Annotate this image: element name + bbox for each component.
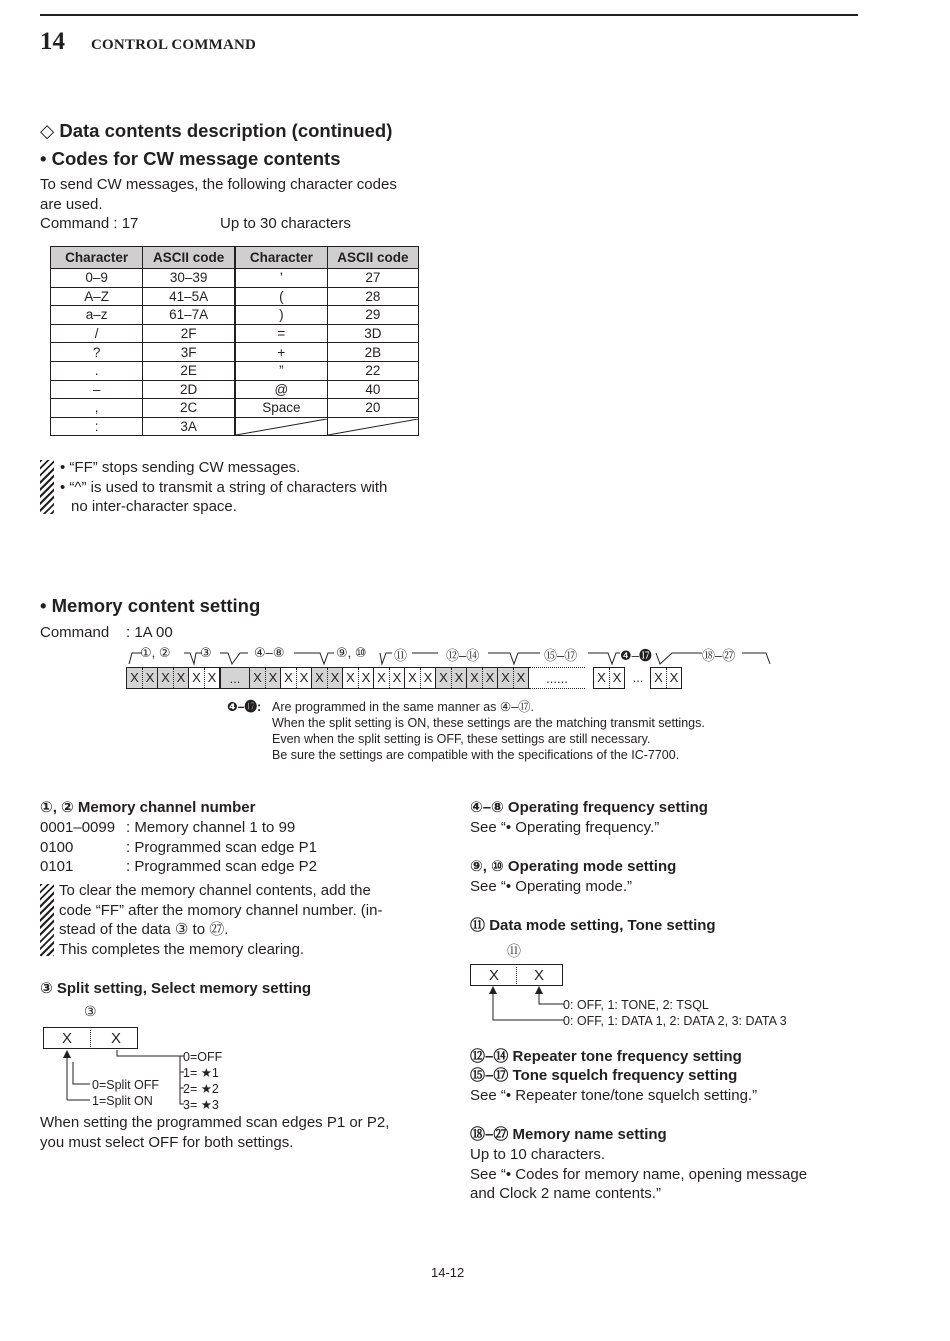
bracket-label: ⑮–⑰ — [544, 648, 578, 663]
byte-cell — [593, 667, 625, 689]
bracket-label: ④–⑧ — [254, 645, 285, 660]
bracket-label: ③ — [200, 645, 212, 660]
note-hatch-icon — [40, 884, 54, 956]
nibble-cell: X — [654, 670, 663, 685]
nibble-cell: X — [470, 670, 479, 685]
table-row — [51, 361, 419, 380]
table-cell: 3F — [143, 343, 235, 362]
cw-code-table — [50, 246, 419, 436]
nibble-cell: X — [204, 668, 219, 688]
header-rule — [40, 14, 858, 16]
bracket-label: ⑨, ⑩ — [336, 645, 367, 660]
byte-cell — [497, 667, 529, 689]
byte-cell — [157, 667, 189, 689]
byte-cell — [435, 667, 467, 689]
memory-footnote: Are programmed in the same manner as ④–⑰. When the split setting is ON, these settings are the matching transmit settings. Even when the split setting is OFF, these settings are still necessary. Be sure the settings are compatible with the specifications of the IC-7700. — [272, 700, 705, 762]
data-mode-cell-left: X — [489, 967, 500, 984]
nibble-cell: X — [192, 670, 201, 685]
table-row — [51, 306, 419, 325]
byte-cell — [249, 667, 281, 689]
split-cell-left: X — [62, 1030, 73, 1047]
col-header: ASCII code — [143, 247, 235, 269]
op-freq-text: See “• Operating frequency.” — [470, 819, 660, 836]
table-cell: 29 — [327, 306, 418, 325]
nibble-cell: X — [265, 668, 280, 688]
cw-intro: To send CW messages, the following character codes are used. — [40, 176, 397, 213]
mem-channel-list: 0001–0099 : Memory channel 1 to 99 0100 : Programmed scan edge P1 0101 : Programmed scan edge P2 — [40, 819, 317, 875]
split-cell-right: X — [111, 1030, 122, 1047]
table-cell: A–Z — [51, 287, 143, 306]
repeater-text: See “• Repeater tone/tone squelch setting.” — [470, 1087, 758, 1104]
mem-channel-note: To clear the memory channel contents, add the code “FF” after the momory channel number. (in- stead of the data ③ to ㉗. This completes the memory clearing. — [59, 882, 383, 958]
table-cell: 2E — [143, 361, 235, 380]
split-right-options: 0=OFF 1= ★1 2= ★2 3= ★3 — [183, 1050, 223, 1112]
nibble-cell: X — [173, 668, 188, 688]
table-cell: 2C — [143, 399, 235, 418]
op-mode-text: See “• Operating mode.” — [470, 878, 632, 895]
section-heading: ◇ Data contents description (continued) — [40, 120, 393, 141]
table-cell: 3A — [143, 417, 235, 436]
bracket-label: ①, ② — [140, 645, 171, 660]
cw-command-note: Up to 30 characters — [220, 215, 351, 232]
nibble-cell: X — [501, 670, 510, 685]
byte-cell — [650, 667, 682, 689]
nibble-cell: X — [296, 668, 311, 688]
nibble-cell: X — [420, 668, 435, 688]
table-cell: 2D — [143, 380, 235, 399]
byte-cell — [404, 667, 436, 689]
nibble-cell: X — [377, 670, 386, 685]
data-mode-line-bottom: 0: OFF, 1: DATA 1, 2: DATA 2, 3: DATA 3 — [563, 1014, 787, 1028]
split-left-options: 0=Split OFF 1=Split ON — [92, 1078, 160, 1108]
table-row — [51, 324, 419, 343]
table-cell: – — [51, 380, 143, 399]
empty-cell — [327, 417, 418, 436]
table-row — [51, 399, 419, 418]
chapter-title: CONTROL COMMAND — [91, 37, 257, 53]
table-header-row — [51, 247, 419, 269]
empty-cell — [235, 417, 327, 436]
nibble-cell: X — [327, 668, 342, 688]
split-text: When setting the programmed scan edges P1 or P2, you must select OFF for both settings. — [40, 1114, 390, 1151]
table-cell: 61–7A — [143, 306, 235, 325]
col-header: Character — [51, 247, 143, 269]
split-title: ③ Split setting, Select memory setting — [40, 980, 312, 997]
table-cell: 28 — [327, 287, 418, 306]
byte-cell — [466, 667, 498, 689]
byte-cell — [342, 667, 374, 689]
cw-subheading: • Codes for CW message contents — [40, 148, 341, 169]
table-cell: 3D — [327, 324, 418, 343]
note-hatch-icon — [40, 460, 54, 514]
table-cell: 2B — [327, 343, 418, 362]
nibble-cell: X — [284, 670, 293, 685]
table-cell: = — [235, 324, 327, 343]
cw-notes: • “FF” stops sending CW messages. • “^” is used to transmit a string of characters with no inter-character space. — [60, 459, 388, 515]
chapter-number: 14 — [40, 28, 65, 55]
table-cell: 22 — [327, 361, 418, 380]
repeater-title: ⑫–⑭ Repeater tone frequency setting — [470, 1048, 742, 1065]
memory-command-value: : 1A 00 — [126, 624, 173, 641]
nibble-cell: X — [253, 670, 262, 685]
ellipsis-cell: ... — [220, 667, 250, 689]
split-cell-box — [43, 1027, 138, 1049]
data-mode-cell-box — [470, 964, 563, 986]
nibble-cell: X — [358, 668, 373, 688]
byte-cell — [373, 667, 405, 689]
nibble-cell: X — [482, 668, 497, 688]
nibble-cell: X — [513, 668, 528, 688]
table-cell: ” — [235, 361, 327, 380]
table-cell: 27 — [327, 269, 418, 288]
nibble-cell: X — [609, 668, 624, 688]
table-cell: : — [51, 417, 143, 436]
table-row — [51, 343, 419, 362]
mem-name-text: Up to 10 characters. See “• Codes for memory name, opening message and Clock 2 name contents.” — [470, 1146, 808, 1202]
nibble-cell: X — [346, 670, 355, 685]
col-header: ASCII code — [327, 247, 418, 269]
data-mode-cell-right: X — [534, 967, 545, 984]
ellipsis-text: ... — [632, 670, 644, 685]
byte-cell — [188, 667, 220, 689]
op-freq-title: ④–⑧ Operating frequency setting — [470, 799, 708, 816]
table-cell: @ — [235, 380, 327, 399]
split-diagram-label: ③ — [84, 1003, 97, 1019]
table-cell: a–z — [51, 306, 143, 325]
table-row — [51, 287, 419, 306]
nibble-cell: X — [439, 670, 448, 685]
tone-squelch-title: ⑮–⑰ Tone squelch frequency setting — [470, 1067, 738, 1084]
table-cell: 0–9 — [51, 269, 143, 288]
table-cell: ? — [51, 343, 143, 362]
table-cell: 40 — [327, 380, 418, 399]
nibble-cell: X — [597, 670, 606, 685]
bracket-label: ⑪ — [394, 648, 408, 663]
table-cell: ) — [235, 306, 327, 325]
table-cell: Space — [235, 399, 327, 418]
nibble-cell: X — [130, 670, 139, 685]
table-row — [51, 380, 419, 399]
table-cell: 2F — [143, 324, 235, 343]
table-cell: , — [51, 399, 143, 418]
ellipsis-cell: ...... — [529, 667, 585, 689]
col-header: Character — [235, 247, 327, 269]
byte-cell — [311, 667, 343, 689]
byte-cell — [126, 667, 158, 689]
nibble-cell: X — [315, 670, 324, 685]
table-cell: ’ — [235, 269, 327, 288]
table-row — [51, 417, 419, 436]
memory-command-label: Command — [40, 624, 110, 641]
data-mode-title: ⑪ Data mode setting, Tone setting — [470, 917, 716, 934]
nibble-cell: X — [451, 668, 466, 688]
table-cell: 20 — [327, 399, 418, 418]
data-mode-connectors — [484, 985, 566, 1025]
table-cell: 41–5A — [143, 287, 235, 306]
memory-heading: • Memory content setting — [40, 595, 261, 616]
data-mode-line-top: 0: OFF, 1: TONE, 2: TSQL — [563, 998, 709, 1012]
cw-command-label: Command : 17 — [40, 215, 139, 232]
page-number: 14-12 — [431, 1265, 465, 1280]
nibble-cell: X — [389, 668, 404, 688]
table-cell: . — [51, 361, 143, 380]
data-mode-diagram-label: ⑪ — [507, 943, 521, 959]
memory-cell-row — [127, 667, 682, 689]
nibble-cell: X — [408, 670, 417, 685]
footnote-marker: ❹–⓱: — [227, 700, 262, 714]
bracket-label: ❹–⓱ — [620, 648, 652, 663]
table-row — [51, 269, 419, 288]
nibble-cell: X — [666, 668, 681, 688]
mem-name-title: ⑱–㉗ Memory name setting — [470, 1126, 667, 1143]
nibble-cell: X — [161, 670, 170, 685]
table-cell: / — [51, 324, 143, 343]
table-cell: + — [235, 343, 327, 362]
mem-channel-title: ①, ② Memory channel number — [40, 799, 256, 816]
bracket-label: ⑫–⑭ — [446, 648, 480, 663]
byte-cell — [280, 667, 312, 689]
bracket-label: ⑱–㉗ — [702, 648, 736, 663]
nibble-cell: X — [142, 668, 157, 688]
table-cell: 30–39 — [143, 269, 235, 288]
table-cell: ( — [235, 287, 327, 306]
op-mode-title: ⑨, ⑩ Operating mode setting — [470, 858, 677, 875]
